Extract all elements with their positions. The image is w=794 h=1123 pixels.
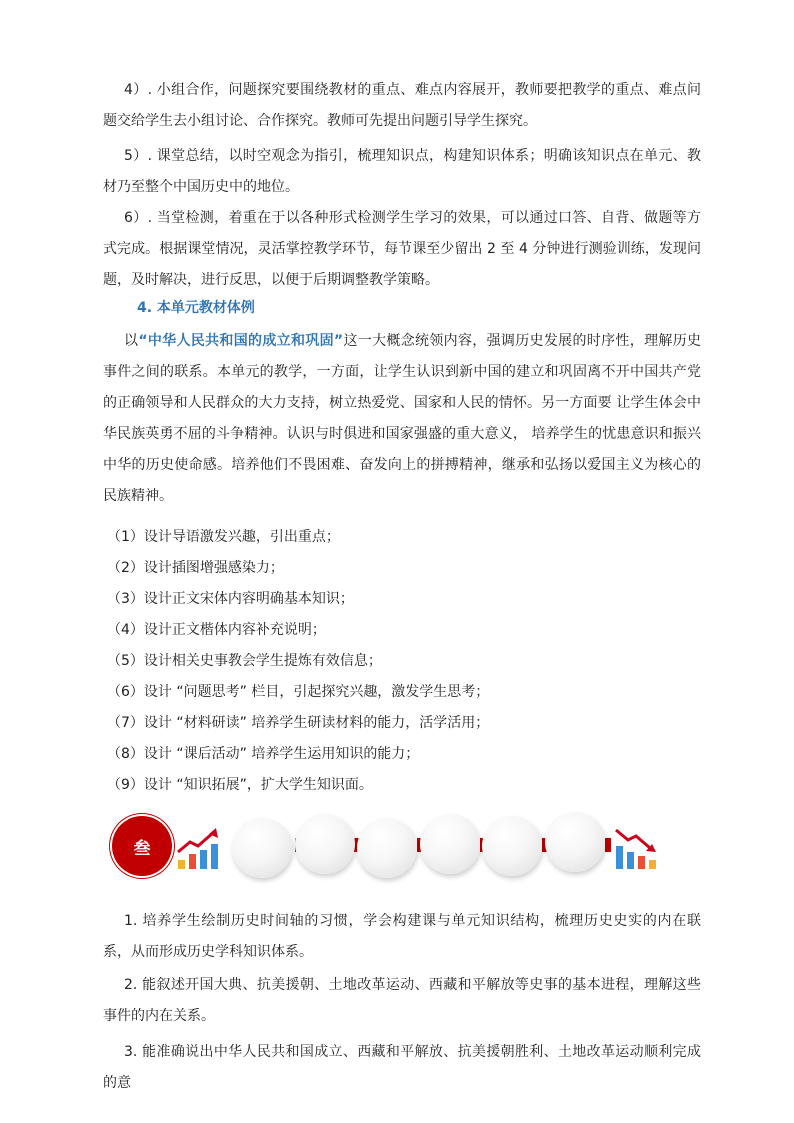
list-item: （7）设计 “材料研读” 培养学生研读材料的能力，活学活用；: [107, 715, 490, 731]
list-item: （1）设计导语激发兴趣，引出重点；: [107, 529, 340, 545]
intro-prefix: 以: [124, 333, 139, 349]
decorative-circle: [545, 812, 605, 872]
decorative-circle: [295, 814, 355, 874]
goal-2: 2. 能叙述开国大典、抗美援朝、土地改革运动、西藏和平解放等史事的基本进程，理解这些事件的内在关系。: [103, 977, 701, 1024]
growth-chart-icon: [176, 826, 222, 872]
decorative-circle: [482, 816, 542, 876]
list-item: （9）设计 “知识拓展”，扩大学生知识面。: [107, 777, 373, 793]
decline-chart-icon: [614, 826, 660, 872]
paragraph-class-test: 6）. 当堂检测，着重在于以各种形式检测学生学习的效果，可以通过口答、自背、做题等方式完成。根据课堂情况，灵活掌控教学环节，每节课至少留出 2 至 4 分钟进行测验训练，发现问题，及时解决，进行反思，以便于后期调整教学策略。: [103, 210, 701, 288]
section-heading: 4. 本单元教材体例: [137, 300, 255, 316]
goal-1: 1. 培养学生绘制历史时间轴的习惯，学会构建课与单元知识结构，梳理历史史实的内在联系，从而形成历史学科知识体系。: [103, 913, 701, 960]
heading-fragment: [605, 838, 611, 852]
list-item: （5）设计相关史事教会学生提炼有效信息；: [107, 653, 382, 669]
section-seal: 叁: [112, 816, 172, 876]
list-item: （6）设计 “问题思考” 栏目，引起探究兴趣，激发学生思考；: [107, 684, 490, 700]
list-item: （2）设计插图增强感染力；: [107, 560, 284, 576]
paragraph-unit-intro: [103, 326, 701, 512]
intro-body: 这一大概念统领内容，强调历史发展的时序性，理解历史事件之间的联系。本单元的教学，一方面，让学生认识到新中国的建立和巩固离不开中国共产党的正确领导和人民群众的大力支持，树立热爱党、国家和人民的情怀。另一方面要 让学生体会中华民族英勇不屈的斗争精神。认识与时俱进和国家强盛的重大意义， 培养学生的忧患意识和振兴中华的历史使命感。培养他们不畏困难、奋发向上的拼搏精神，继承和弘扬以爱国主义为核心的民族精神。: [103, 333, 702, 504]
section-banner: [108, 808, 668, 890]
decorative-circle: [232, 818, 292, 878]
list-item: （8）设计 “课后活动” 培养学生运用知识的能力；: [107, 746, 420, 762]
intro-emphasis: “中华人民共和国的成立和巩固”: [138, 333, 344, 349]
design-list: [107, 522, 697, 801]
decorative-circle: [357, 818, 417, 878]
list-item: （3）设计正文宋体内容明确基本知识；: [107, 591, 354, 607]
paragraph-group-work: 4）. 小组合作，问题探究要围绕教材的重点、难点内容展开，教师要把教学的重点、难点问题交给学生去小组讨论、合作探究。教师可先提出问题引导学生探究。: [103, 82, 701, 129]
paragraph-class-summary: 5）. 课堂总结，以时空观念为指引，梳理知识点，构建知识体系；明确该知识点在单元、教材乃至整个中国历史中的地位。: [103, 148, 701, 195]
goal-3: 3. 能准确说出中华人民共和国成立、西藏和平解放、抗美援朝胜利、土地改革运动顺利完成的意: [103, 1044, 701, 1091]
decorative-circle: [420, 814, 480, 874]
list-item: （4）设计正文楷体内容补充说明；: [107, 622, 326, 638]
